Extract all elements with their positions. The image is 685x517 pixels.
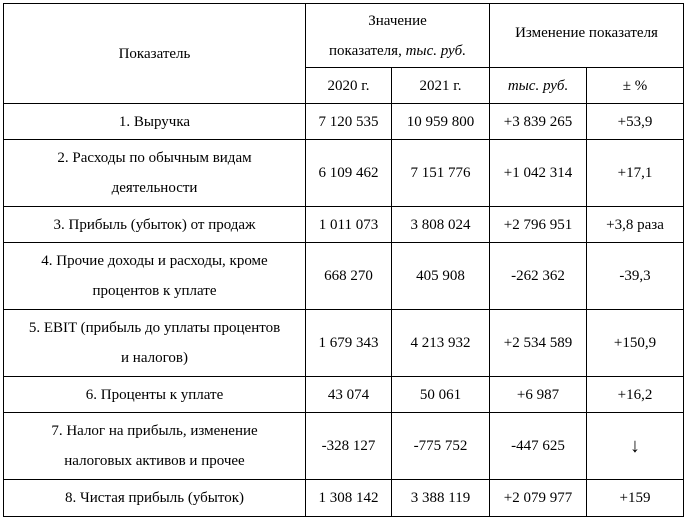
row-value-2020: 6 109 462 xyxy=(306,140,392,207)
row-value-2021: 4 213 932 xyxy=(392,310,490,377)
row-value-2021: 405 908 xyxy=(392,243,490,310)
row-change-pct: +17,1 xyxy=(587,140,684,207)
table-row xyxy=(4,104,684,140)
row-value-2021: 7 151 776 xyxy=(392,140,490,207)
row-value-2021: 3 388 119 xyxy=(392,480,490,517)
row-name-line1: 4. Прочие доходы и расходы, кроме xyxy=(41,253,268,269)
row-change-pct: +16,2 xyxy=(587,377,684,413)
header-change-abs-label: тыс. руб. xyxy=(507,77,569,94)
row-change-abs: +2 079 977 xyxy=(490,480,587,517)
row-change-abs: +3 839 265 xyxy=(490,104,587,140)
row-name xyxy=(4,243,306,310)
row-name-line2: деятельности xyxy=(111,180,198,196)
row-name-line2: и налогов) xyxy=(121,350,188,366)
table-row xyxy=(4,413,684,480)
row-name-line1: 7. Налог на прибыль, изменение xyxy=(51,423,258,439)
row-value-2020: 7 120 535 xyxy=(306,104,392,140)
row-name xyxy=(4,310,306,377)
row-name-line1: 5. EBIT (прибыль до уплаты процентов xyxy=(28,320,281,336)
header-value-line1: Значение xyxy=(368,12,427,29)
row-name xyxy=(4,413,306,480)
row-name-line1: 1. Выручка xyxy=(118,113,191,130)
row-value-2020: 1 679 343 xyxy=(306,310,392,377)
header-change-abs xyxy=(490,68,587,104)
row-value-2020: 1 011 073 xyxy=(306,207,392,243)
header-change-pct xyxy=(587,68,684,104)
row-value-2021: 10 959 800 xyxy=(392,104,490,140)
header-row-top xyxy=(4,4,684,68)
financial-indicators-table xyxy=(3,3,684,517)
row-value-2020: -328 127 xyxy=(306,413,392,480)
header-year-2021-label: 2021 г. xyxy=(419,77,462,94)
row-name-line2: процентов к уплате xyxy=(92,283,217,299)
header-indicator-label: Показатель xyxy=(118,45,191,62)
row-name-line2: налоговых активов и прочее xyxy=(64,453,245,469)
row-change-pct: +159 xyxy=(587,480,684,517)
table-row xyxy=(4,140,684,207)
row-change-abs: -262 362 xyxy=(490,243,587,310)
row-name xyxy=(4,140,306,207)
header-year-2020 xyxy=(306,68,392,104)
row-value-2021: -775 752 xyxy=(392,413,490,480)
header-change xyxy=(490,4,684,68)
row-value-2020: 43 074 xyxy=(306,377,392,413)
header-value-unit: тыс. руб. xyxy=(405,42,466,59)
row-change-abs: -447 625 xyxy=(490,413,587,480)
header-change-label: Изменение показателя xyxy=(515,25,658,41)
row-name xyxy=(4,104,306,140)
table-row xyxy=(4,243,684,310)
row-value-2021: 50 061 xyxy=(392,377,490,413)
row-change-abs: +6 987 xyxy=(490,377,587,413)
row-change-pct: +3,8 раза xyxy=(587,207,684,243)
row-change-abs: +2 534 589 xyxy=(490,310,587,377)
row-change-pct: +150,9 xyxy=(587,310,684,377)
row-name-line1: 8. Чистая прибыль (убыток) xyxy=(65,490,244,506)
row-name-line1: 3. Прибыль (убыток) от продаж xyxy=(53,216,256,233)
row-value-2020: 668 270 xyxy=(306,243,392,310)
header-change-pct-label: ± % xyxy=(622,77,648,94)
table-row xyxy=(4,207,684,243)
row-change-pct: +53,9 xyxy=(587,104,684,140)
row-value-2020: 1 308 142 xyxy=(306,480,392,517)
row-name xyxy=(4,207,306,243)
row-change-pct-down-arrow-icon: ↓ xyxy=(587,413,684,480)
header-indicator xyxy=(4,4,306,104)
header-year-2021 xyxy=(392,68,490,104)
table-row xyxy=(4,310,684,377)
row-change-abs: +1 042 314 xyxy=(490,140,587,207)
row-change-abs: +2 796 951 xyxy=(490,207,587,243)
row-name xyxy=(4,377,306,413)
header-value xyxy=(306,4,490,68)
table-row xyxy=(4,377,684,413)
row-value-2021: 3 808 024 xyxy=(392,207,490,243)
row-change-pct: -39,3 xyxy=(587,243,684,310)
table-container xyxy=(3,3,684,517)
row-name xyxy=(4,480,306,517)
header-year-2020-label: 2020 г. xyxy=(327,77,370,94)
row-name-line1: 6. Проценты к уплате xyxy=(85,386,224,403)
table-row xyxy=(4,480,684,517)
row-name-line1: 2. Расходы по обычным видам xyxy=(57,150,252,166)
header-value-line2: показателя, xyxy=(329,42,406,59)
